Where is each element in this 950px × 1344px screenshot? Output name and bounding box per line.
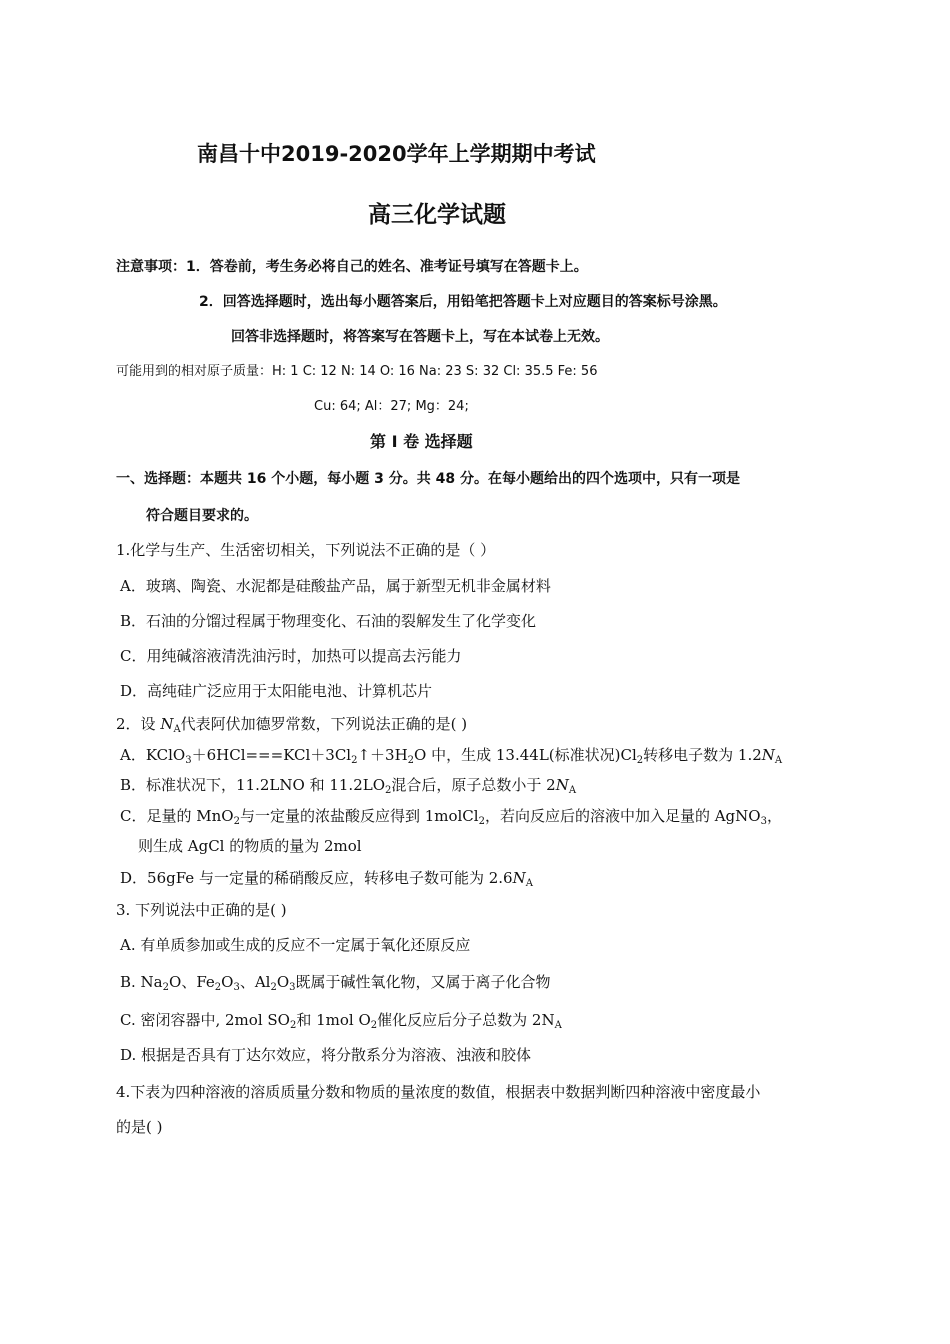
q3-stem: 3. 下列说法中正确的是( ) xyxy=(116,901,287,919)
section-title: 第 I 卷 选择题 xyxy=(370,432,473,451)
q1-option-a: A．玻璃、陶瓷、水泥都是硅酸盐产品，属于新型无机非金属材料 xyxy=(120,577,551,595)
q2-option-d: D．56gFe 与一定量的稀硝酸反应，转移电子数可能为 $2.6N_A$ xyxy=(120,869,533,889)
atomic-mass-line-1: 可能用到的相对原子质量：H: 1 C: 12 N: 14 O: 16 Na: 23 S: 32 Cl: 35.5 Fe: 56 xyxy=(116,364,598,379)
section-instruction-1: 一、选择题：本题共 16 个小题，每小题 3 分。共 48 分。在每小题给出的四个选项中，只有一项是 xyxy=(116,471,740,487)
notes-line-3: 回答非选择题时，将答案写在答题卡上，写在本试卷上无效。 xyxy=(231,329,609,345)
q1-option-b: B．石油的分馏过程属于物理变化、石油的裂解发生了化学变化 xyxy=(120,612,537,630)
section-instruction-2: 符合题目要求的。 xyxy=(146,508,258,524)
notes-line-2: 2．回答选择题时，选出每小题答案后，用铅笔把答题卡上对应题目的答案标号涂黑。 xyxy=(199,294,727,310)
q4-stem-line-2: 的是( ) xyxy=(116,1118,163,1136)
exam-header: 南昌十中2019-2020学年上学期期中考试 xyxy=(197,142,596,166)
notes-line-1: 注意事项：1．答卷前，考生务必将自己的姓名、准考证号填写在答题卡上。 xyxy=(116,259,588,275)
page-title: 高三化学试题 xyxy=(368,202,506,228)
q3-option-d: D. 根据是否具有丁达尔效应，将分散系分为溶液、浊液和胶体 xyxy=(120,1046,532,1064)
q4-stem-line-1: 4.下表为四种溶液的溶质质量分数和物质的量浓度的数值，根据表中数据判断四种溶液中密度最小 xyxy=(116,1083,761,1101)
q3-option-b: B. $Na_2O$、$Fe_2O_3$、$Al_2O_3$既属于碱性氧化物，又属于离子化合物 xyxy=(120,973,551,993)
q2-option-b: B．标准状况下，11.2LNO 和 $11.2LO_2$混合后，原子总数小于 $2N_A$ xyxy=(120,776,577,796)
q3-option-a: A. 有单质参加或生成的反应不一定属于氧化还原反应 xyxy=(120,936,471,954)
q3-option-c: C. 密闭容器中, 2mol $SO_2$和 1mol $O_2$催化反应后分子总数为 $2N_A$ xyxy=(120,1011,562,1031)
q2-stem: 2．设 $N_A$代表阿伏加德罗常数，下列说法正确的是( ) xyxy=(116,715,468,735)
q2-option-a: A．$KClO_3+6HCl===KCl+3Cl_2↑+3H_2O$ 中，生成 13.44L(标准状况)$Cl_2$转移电子数为 $1.2N_A$ xyxy=(120,746,783,766)
q2-option-c-continued: 则生成 AgCl 的物质的量为 2mol xyxy=(138,837,362,855)
atomic-mass-line-2: Cu: 64; Al：27; Mg：24; xyxy=(314,399,469,414)
q2-option-c: C．足量的 MnO$_2$与一定量的浓盐酸反应得到 1molCl$_2$，若向反应后的溶液中加入足量的 AgNO$_3$， xyxy=(120,807,782,827)
q1-stem: 1.化学与生产、生活密切相关，下列说法不正确的是（ ） xyxy=(116,541,496,559)
q1-option-d: D．高纯硅广泛应用于太阳能电池、计算机芯片 xyxy=(120,682,433,700)
q1-option-c: C．用纯碱溶液清洗油污时，加热可以提高去污能力 xyxy=(120,647,462,665)
